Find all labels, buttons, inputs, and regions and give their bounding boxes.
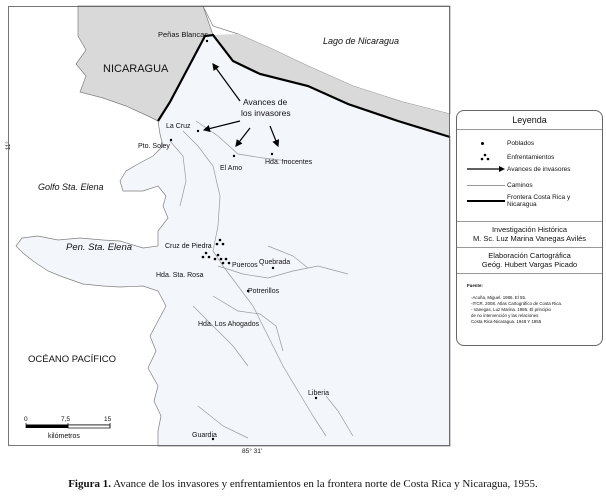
scale-unit: kilómetros [48, 433, 80, 440]
caption-text: Avance de los invasores y enfrentamientos en la frontera norte de Costa Rica y Nicaragua, 1955. [113, 478, 538, 490]
fuente-4: de no intervención y las relaciones [471, 313, 539, 318]
credit-inv-2: M. Sc. Luz Marina Vanegas Avilés [472, 234, 587, 243]
poblado-symbol-icon [481, 142, 484, 145]
label-golfo: Golfo Sta. Elena [38, 182, 104, 192]
lon-label: 85° 31' [242, 448, 263, 455]
credit-elab-2: Geóg. Hubert Vargas Picado [481, 260, 578, 269]
legend-frontera-2: Nicaragua [507, 201, 537, 208]
credit-inv-1: Investigación Histórica [491, 225, 568, 234]
label-liberia: Liberia [308, 390, 330, 397]
label-hda-inocentes: Hda. Inocentes [265, 159, 313, 166]
credit-investigacion [457, 225, 602, 243]
map [8, 6, 450, 446]
label-oceano: OCÉANO PACÍFICO [28, 354, 116, 365]
label-la-cruz: La Cruz [166, 123, 191, 130]
label-nicaragua: NICARAGUA [103, 63, 169, 75]
fuente-2: -ITCR. 2008. Atlas Cartográfico de Costa Rica. [471, 301, 563, 306]
label-quebrada: Quebrada [259, 259, 291, 266]
label-avances-1: Avances de [243, 97, 288, 107]
label-el-amo: El Amo [220, 165, 243, 172]
fuente-1: -Acuña, Miguel. 1986. El 55. [471, 295, 527, 300]
label-hda-ahogados: Hda. Los Ahogados [198, 321, 260, 328]
label-puercos: Puercos [232, 262, 258, 269]
scale-0: 0 [24, 416, 28, 423]
camino-line-icon [467, 185, 505, 186]
label-hda-sta-rosa: Hda. Sta. Rosa [156, 272, 204, 279]
legend-frontera-1: Frontera Costa Rica y [507, 194, 571, 201]
fuente-5: Costa Rica-Nicaragua. 1948 Y 1955 [471, 319, 542, 324]
label-avances-2: los invasores [241, 108, 291, 118]
legend-caminos: Caminos [507, 181, 533, 189]
credit-elaboracion [457, 251, 602, 269]
enfrentamiento-symbol-icon [465, 151, 507, 163]
label-lat: 11° [6, 141, 12, 150]
label-cruz-piedra: Cruz de Piedra [165, 243, 212, 250]
scale-15: 15 [104, 416, 112, 423]
label-penas-blancas: Peñas Blancas [158, 30, 209, 39]
figure-caption [0, 478, 606, 490]
scale-7-5: 7,5 [61, 416, 71, 423]
label-guardia: Guardia [192, 432, 217, 439]
label-pto-soley: Pto. Soley [138, 143, 170, 150]
legend-title: Leyenda [512, 115, 547, 125]
legend-row-poblados [465, 137, 598, 149]
fuente-label: Fuente: [467, 283, 483, 288]
legend [456, 110, 603, 346]
fuente-3: - Vanegas, Luz Marina. 1986. El principio [471, 307, 551, 312]
label-pen: Pen. Sta. Elena [66, 242, 133, 253]
legend-row-caminos [465, 179, 598, 191]
frontera-line-icon [467, 200, 505, 202]
legend-row-avances [465, 163, 598, 175]
label-lago: Lago de Nicaragua [323, 36, 400, 46]
legend-row-enfrentamientos [465, 151, 598, 163]
caption-label: Figura 1. [68, 478, 111, 490]
label-potrerillos: Potrerillos [248, 288, 280, 295]
credit-elab-1: Elaboración Cartográfica [488, 251, 571, 260]
legend-row-frontera [465, 193, 598, 209]
legend-enfrentamientos: Enfrentamientos [507, 153, 555, 161]
legend-poblados: Poblados [507, 139, 535, 147]
arrow-right-icon [465, 163, 507, 175]
legend-avances: Avances de invasores [507, 165, 571, 173]
